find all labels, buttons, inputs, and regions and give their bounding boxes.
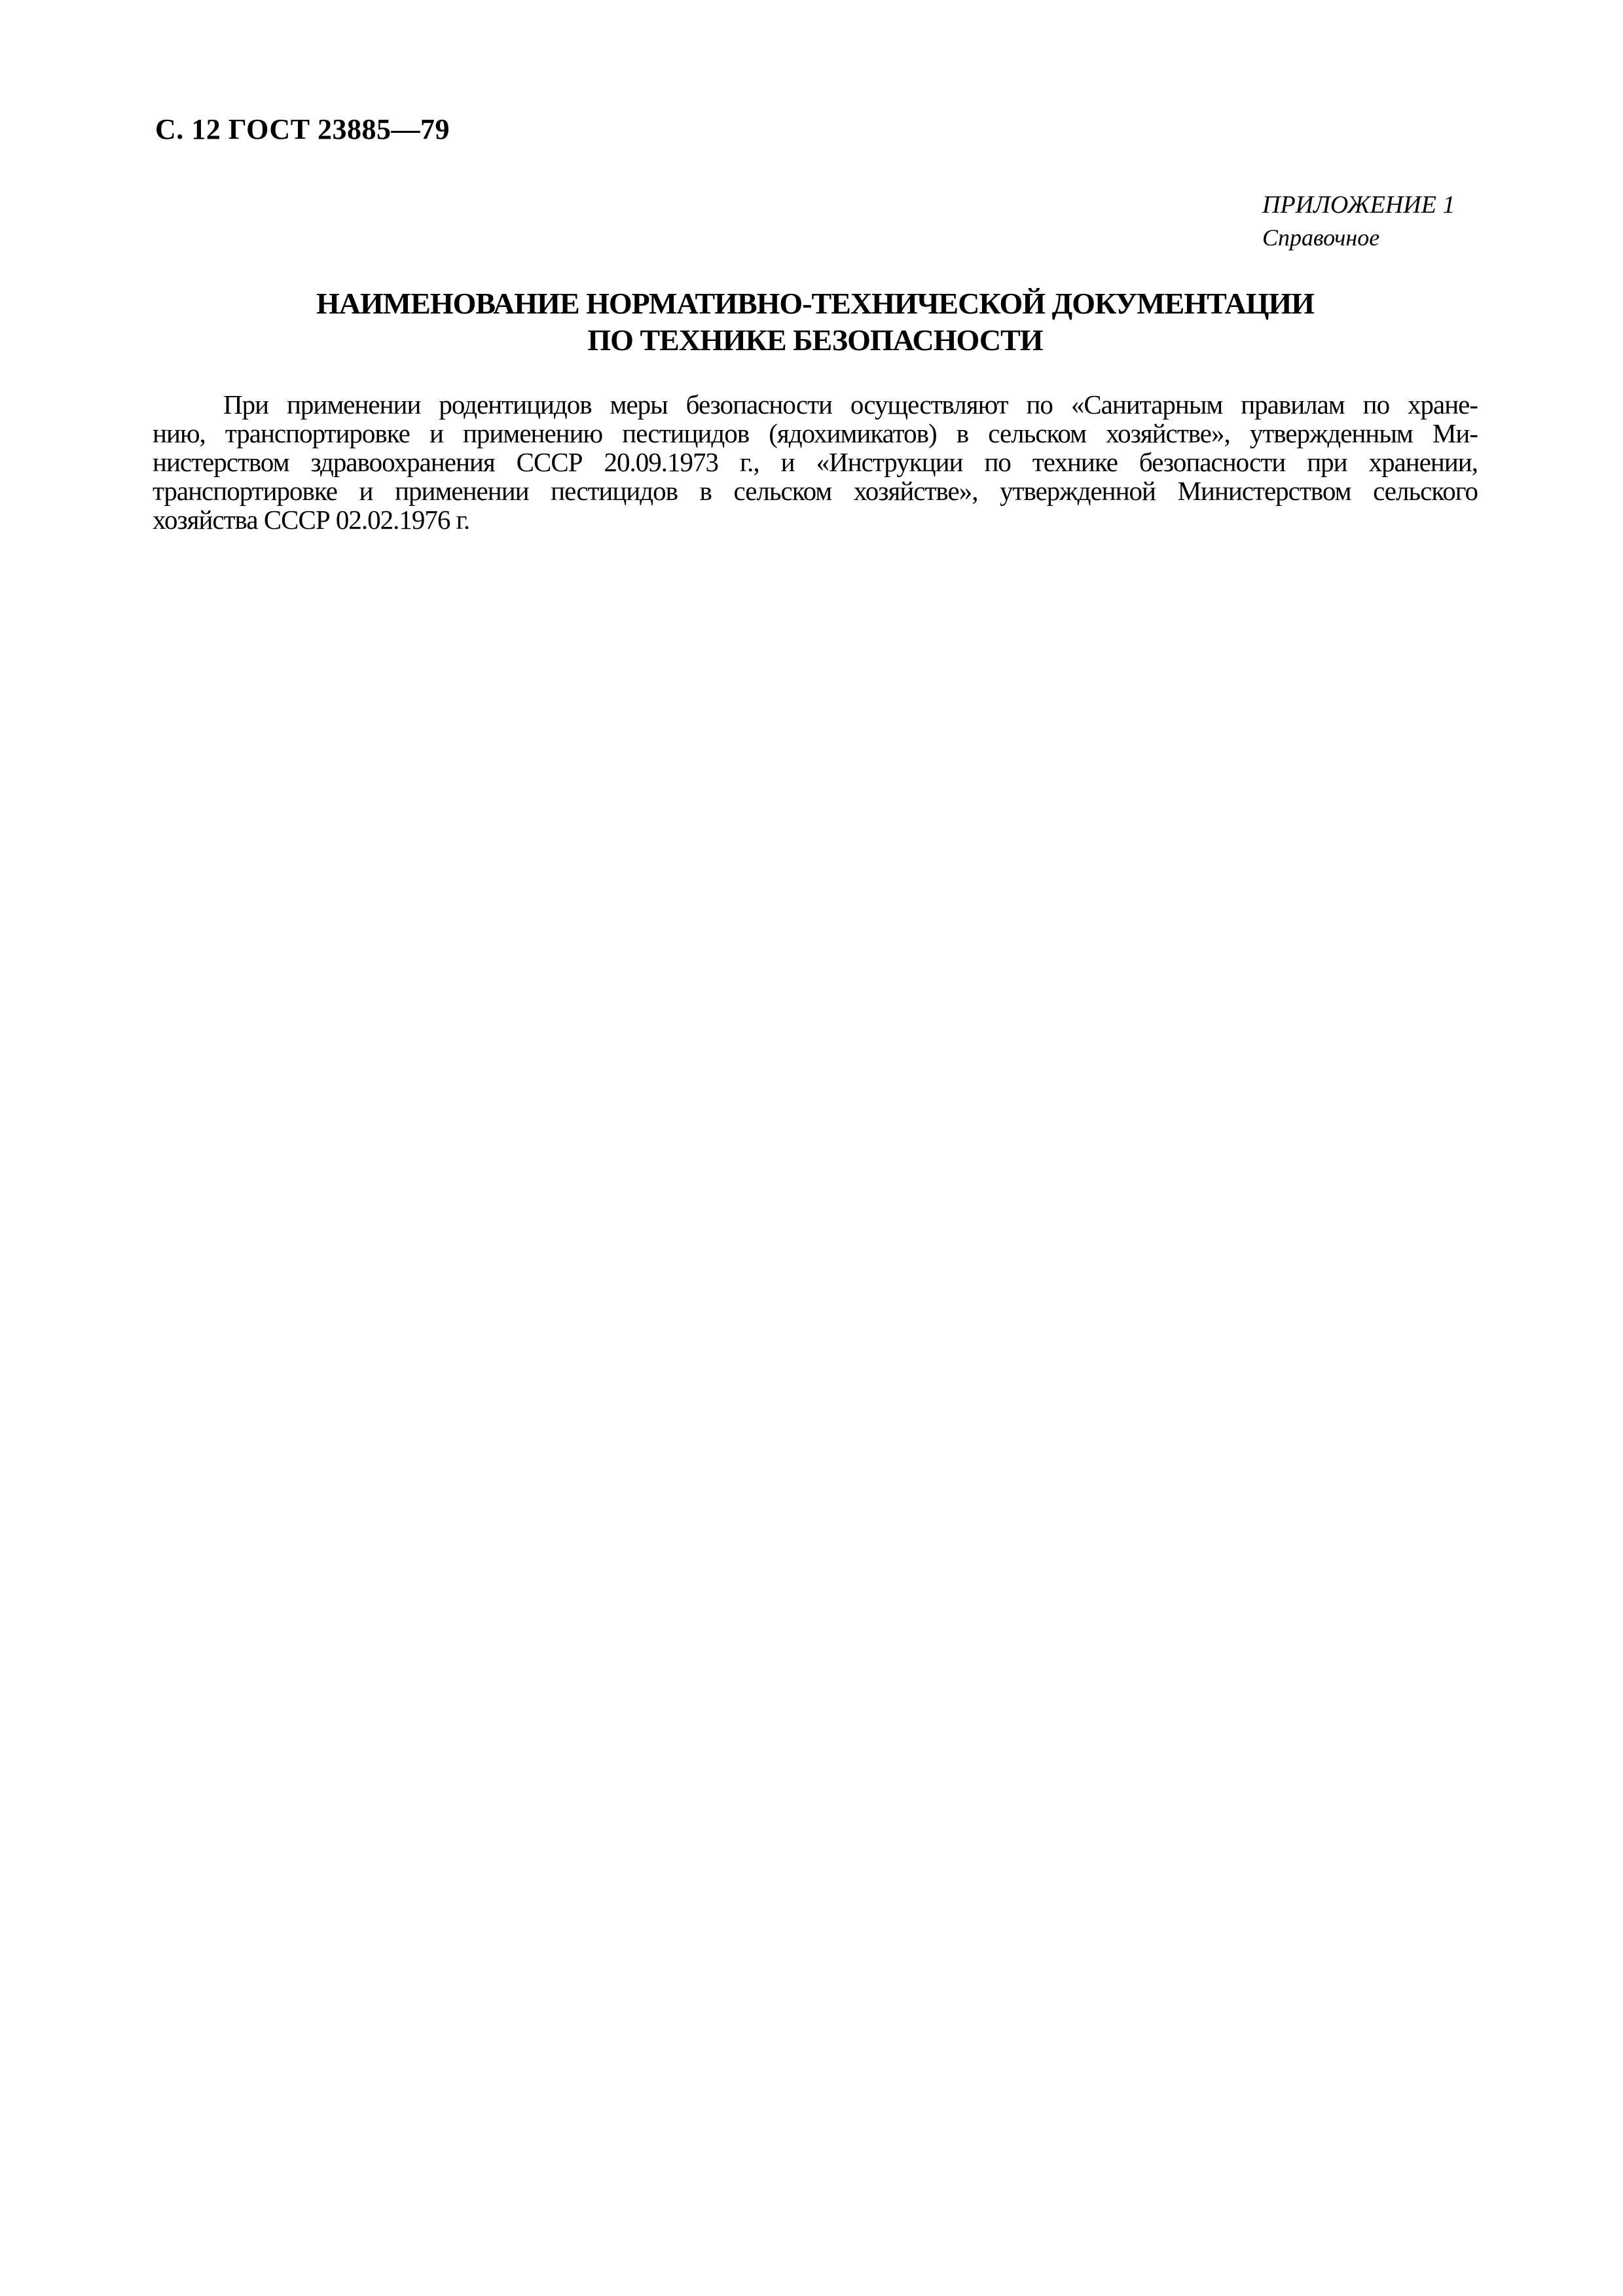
paragraph-line: нию, транспортировке и применению пестицидов (ядохимикатов) в сельском хозяйстве», утвержденным Ми-: [153, 418, 1478, 448]
appendix-label: ПРИЛОЖЕНИЕ 1: [1262, 191, 1455, 219]
document-title-line-1: НАИМЕНОВАНИЕ НОРМАТИВНО-ТЕХНИЧЕСКОЙ ДОКУМЕНТАЦИИ: [316, 287, 1315, 320]
body-paragraph: [153, 390, 1478, 534]
paragraph-line: хозяйства СССР 02.02.1976 г.: [153, 505, 470, 535]
paragraph-line: нистерством здравоохранения СССР 20.09.1973 г., и «Инструкции по технике безопасности при хранении,: [153, 447, 1478, 477]
document-title-line-2: ПО ТЕХНИКЕ БЕЗОПАСНОСТИ: [587, 323, 1043, 357]
document-title: [153, 285, 1478, 359]
paragraph-line: транспортировке и применении пестицидов в сельском хозяйстве», утвержденной Министерством сельского: [153, 476, 1478, 506]
paragraph-line: При применении родентицидов меры безопасности осуществляют по «Санитарным правилам по хране-: [223, 389, 1478, 420]
appendix-block: [1262, 188, 1455, 254]
page-header: С. 12 ГОСТ 23885—79: [155, 113, 450, 145]
appendix-note: Справочное: [1262, 224, 1380, 251]
